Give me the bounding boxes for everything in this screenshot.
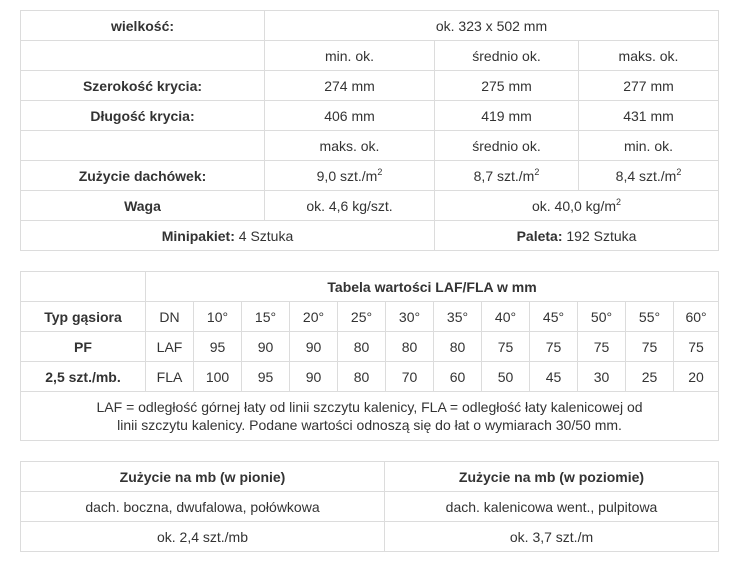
- width-max: 277 mm: [579, 71, 719, 101]
- laf-value: 75: [482, 332, 530, 362]
- weight-area: ok. 40,0 $kg/m^2$: [435, 191, 719, 221]
- laf-value: 80: [338, 332, 386, 362]
- fla-value: 90: [290, 362, 338, 392]
- usage-min: 8,4 $szt./m^2$: [579, 161, 719, 191]
- angle-cell: 35°: [434, 302, 482, 332]
- usage-label: Zużycie dachówek:: [21, 161, 265, 191]
- usage-row: [21, 161, 719, 191]
- fla-value: 25: [626, 362, 674, 392]
- laf-value: 80: [434, 332, 482, 362]
- tile-specs-table: [20, 10, 719, 251]
- horizontal-usage: ok. 3,7 szt./m: [385, 522, 719, 552]
- minipack-value: 4 Sztuka: [234, 227, 294, 244]
- angle-cell: 20°: [290, 302, 338, 332]
- fla-label: FLA: [146, 362, 194, 392]
- minipack-cell: [21, 221, 435, 251]
- fla-value: 80: [338, 362, 386, 392]
- qty-label: 2,5 szt./mb.: [21, 362, 146, 392]
- angle-cell: 10°: [194, 302, 242, 332]
- angle-cell: 50°: [578, 302, 626, 332]
- fla-value: 45: [530, 362, 578, 392]
- laf-table-title: Tabela wartości LAF/FLA w mm: [146, 272, 719, 302]
- col-min: min. ok.: [265, 41, 435, 71]
- width-row: [21, 71, 719, 101]
- empty-cell: [21, 41, 265, 71]
- col-avg: średnio ok.: [435, 131, 579, 161]
- laf-label: LAF: [146, 332, 194, 362]
- laf-row: [21, 332, 719, 362]
- fla-value: 100: [194, 362, 242, 392]
- type-label: Typ gąsiora: [21, 302, 146, 332]
- fla-value: 20: [674, 362, 719, 392]
- laf-value: 75: [578, 332, 626, 362]
- laf-value: 75: [674, 332, 719, 362]
- width-min: 274 mm: [265, 71, 435, 101]
- laf-value: 75: [530, 332, 578, 362]
- horizontal-usage-title: Zużycie na mb (w poziomie): [385, 462, 719, 492]
- width-avg: 275 mm: [435, 71, 579, 101]
- length-avg: 419 mm: [435, 101, 579, 131]
- usage-types-row: [21, 492, 719, 522]
- angle-cell: 55°: [626, 302, 674, 332]
- fla-value: 50: [482, 362, 530, 392]
- col-min: min. ok.: [579, 131, 719, 161]
- minipack-label: Minipakiet:: [161, 227, 235, 244]
- fla-value: 60: [434, 362, 482, 392]
- laf-value: 90: [242, 332, 290, 362]
- angle-cell: 25°: [338, 302, 386, 332]
- size-row: [21, 11, 719, 41]
- vertical-types: dach. boczna, dwufalowa, połówkowa: [21, 492, 385, 522]
- pallet-cell: [435, 221, 719, 251]
- vertical-usage-title: Zużycie na mb (w pionie): [21, 462, 385, 492]
- range-header-row-2: [21, 131, 719, 161]
- weight-single: ok. 4,6 kg/szt.: [265, 191, 435, 221]
- col-avg: średnio ok.: [435, 41, 579, 71]
- laf-fla-table: [20, 271, 719, 441]
- angle-cell: 45°: [530, 302, 578, 332]
- note-line-1: LAF = odległość górnej łaty od linii szczytu kalenicy, FLA = odległość łaty kalenicowej od: [96, 399, 643, 415]
- fla-row: [21, 362, 719, 392]
- empty-cell: [21, 131, 265, 161]
- weight-row: [21, 191, 719, 221]
- usage-avg: 8,7 $szt./m^2$: [435, 161, 579, 191]
- col-max: maks. ok.: [265, 131, 435, 161]
- pf-label: PF: [21, 332, 146, 362]
- angle-cell: 15°: [242, 302, 290, 332]
- pallet-label: Paleta:: [516, 227, 563, 244]
- note-line-2: linii szczytu kalenicy. Podane wartości odnoszą się do łat o wymiarach 30/50 mm.: [117, 417, 622, 433]
- fla-value: 70: [386, 362, 434, 392]
- angle-row: [21, 302, 719, 332]
- angle-cell: 40°: [482, 302, 530, 332]
- usage-header-row: [21, 462, 719, 492]
- laf-value: 80: [386, 332, 434, 362]
- packaging-row: [21, 221, 719, 251]
- empty-cell: [21, 272, 146, 302]
- vertical-usage: ok. 2,4 szt./mb: [21, 522, 385, 552]
- length-label: Długość krycia:: [21, 101, 265, 131]
- usage-values-row: [21, 522, 719, 552]
- weight-label: Waga: [21, 191, 265, 221]
- pallet-value: 192 Sztuka: [562, 227, 637, 244]
- usage-max: 9,0 $szt./m^2$: [265, 161, 435, 191]
- length-min: 406 mm: [265, 101, 435, 131]
- angle-cell: 60°: [674, 302, 719, 332]
- laf-value: 90: [290, 332, 338, 362]
- fla-value: 30: [578, 362, 626, 392]
- size-value: ok. 323 x 502 mm: [265, 11, 719, 41]
- note-row: [21, 392, 719, 441]
- fla-value: 95: [242, 362, 290, 392]
- laf-title-row: [21, 272, 719, 302]
- col-max: maks. ok.: [579, 41, 719, 71]
- angle-cell: 30°: [386, 302, 434, 332]
- laf-value: 95: [194, 332, 242, 362]
- laf-value: 75: [626, 332, 674, 362]
- length-row: [21, 101, 719, 131]
- width-label: Szerokość krycia:: [21, 71, 265, 101]
- usage-per-meter-table: [20, 461, 719, 552]
- dn-label: DN: [146, 302, 194, 332]
- laf-fla-note: [21, 392, 719, 441]
- horizontal-types: dach. kalenicowa went., pulpitowa: [385, 492, 719, 522]
- size-label: wielkość:: [21, 11, 265, 41]
- length-max: 431 mm: [579, 101, 719, 131]
- range-header-row: [21, 41, 719, 71]
